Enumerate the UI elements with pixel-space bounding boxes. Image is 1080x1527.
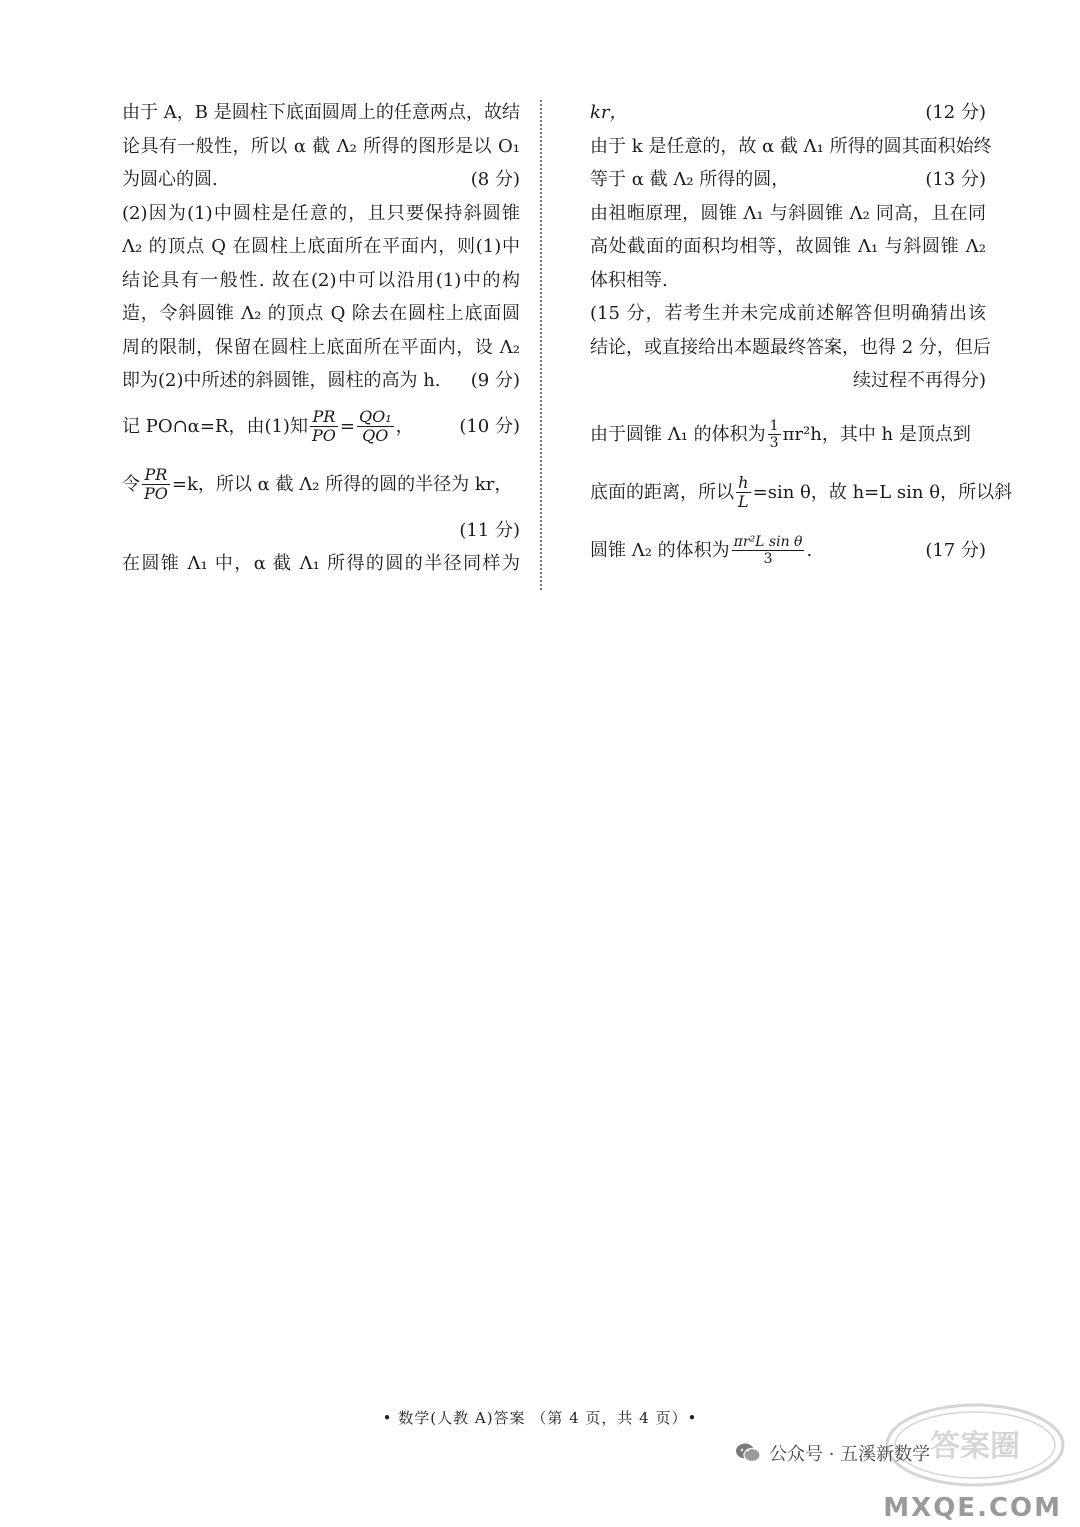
text-line: Λ₂ 的顶点 Q 在圆柱上底面所在平面内，则(1)中	[122, 236, 520, 257]
formula-line	[122, 456, 520, 514]
account-name: 公众号 · 五溪新数学	[769, 1444, 931, 1465]
fraction	[310, 408, 338, 445]
text-line: (15 分，若考生并未完成前述解答但明确猜出该	[590, 303, 986, 324]
wechat-icon	[735, 1442, 761, 1464]
fraction-denominator: 3	[763, 551, 773, 567]
line-text: 令	[122, 473, 140, 495]
fraction	[732, 534, 805, 567]
score-label: (17 分)	[925, 539, 986, 561]
formula-line	[122, 398, 520, 456]
text-line	[590, 96, 986, 130]
line-text: πr²h，其中 h 是顶点到	[782, 423, 971, 445]
fraction-numerator: πr²L sin θ	[733, 534, 803, 550]
watermark-site: MXQE.COM	[883, 1493, 1062, 1523]
fraction	[736, 474, 751, 511]
text-line: 结论，或直接给出本题最终答案，也得 2 分，但后	[590, 336, 991, 358]
fraction-numerator: h	[736, 474, 751, 493]
text-line: 结论具有一般性. 故在(2)中可以沿用(1)中的构	[122, 269, 520, 291]
fraction	[142, 466, 170, 503]
equals-sign: =	[339, 415, 355, 437]
line-text: 记 PO∩α=R，由(1)知	[122, 415, 308, 437]
line-text: ，	[395, 415, 414, 437]
fraction-numerator: 1	[769, 418, 779, 434]
score-label: (8 分)	[470, 169, 520, 190]
score-label: (9 分)	[470, 370, 520, 391]
page-footer: • 数学(人教 A)答案 （第 4 页，共 4 页）•	[382, 1409, 698, 1427]
score-label: (11 分)	[459, 519, 520, 541]
score-line	[122, 514, 520, 548]
text-line: 论具有一般性，所以 α 截 Λ₂ 所得的图形是以 O₁	[122, 135, 520, 157]
formula-line	[590, 522, 986, 580]
text-line: 体积相等.	[590, 269, 668, 291]
text-line	[122, 364, 520, 398]
text-line: 周的限制，保留在圆柱上底面所在平面内，设 Λ₂	[122, 336, 520, 358]
fraction-denominator: 3	[769, 435, 779, 451]
line-text: =k，所以 α 截 Λ₂ 所得的圆的半径为 kr，	[171, 473, 513, 495]
line-text: 由于圆锥 Λ₁ 的体积为	[590, 423, 766, 445]
fraction	[768, 418, 781, 451]
fraction-denominator: L	[738, 492, 749, 511]
score-label: (10 分)	[459, 415, 520, 437]
fraction-denominator: PO	[311, 426, 336, 445]
stamp-label: 答案圈	[930, 1429, 1020, 1464]
line-text: =sin θ，故 h=L sin θ，所以斜	[752, 481, 1013, 503]
left-column	[122, 96, 520, 581]
score-label: (12 分)	[925, 102, 986, 123]
fraction-denominator: QO	[362, 426, 389, 445]
fraction-numerator: PR	[310, 408, 338, 427]
text-line: 由祖暅原理，圆锥 Λ₁ 与斜圆锥 Λ₂ 同高，且在同	[590, 202, 986, 224]
text-line	[122, 163, 520, 197]
formula-line	[590, 464, 1013, 522]
text-line: 造，令斜圆锥 Λ₂ 的顶点 Q 除去在圆柱上底面圆	[122, 303, 520, 324]
text-line: 高处截面的面积均相等，故圆锥 Λ₁ 与斜圆锥 Λ₂	[590, 236, 986, 257]
wechat-watermark	[735, 1440, 930, 1466]
line-text: .	[806, 539, 813, 561]
fraction	[357, 408, 394, 445]
text-line: 在圆锥 Λ₁ 中，α 截 Λ₁ 所得的圆的半径同样为	[122, 553, 520, 574]
line-text: 等于 α 截 Λ₂ 所得的圆，	[590, 169, 790, 190]
line-text: 圆锥 Λ₂ 的体积为	[590, 539, 730, 561]
fraction-denominator: PO	[144, 484, 168, 503]
line-text: 底面的距离，所以	[590, 481, 734, 503]
text-line: 续过程不再得分)	[852, 370, 986, 391]
line-text: kr，	[590, 102, 628, 123]
text-line: 由于 A，B 是圆柱下底面圆周上的任意两点，故结	[122, 102, 520, 123]
text-line: (2)因为(1)中圆柱是任意的，且只要保持斜圆锥	[122, 202, 520, 224]
right-column	[590, 96, 1013, 580]
text-line: 由于 k 是任意的，故 α 截 Λ₁ 所得的圆其面积始终	[590, 135, 992, 157]
score-label: (13 分)	[925, 169, 986, 190]
formula-line	[590, 406, 986, 464]
line-text: 即为(2)中所述的斜圆锥，圆柱的高为 h.	[122, 370, 441, 391]
text-line	[590, 163, 986, 197]
column-divider	[540, 100, 542, 590]
fraction-numerator: PR	[142, 466, 170, 485]
fraction-numerator: QO₁	[358, 407, 392, 426]
line-text: 为圆心的圆.	[122, 169, 218, 190]
